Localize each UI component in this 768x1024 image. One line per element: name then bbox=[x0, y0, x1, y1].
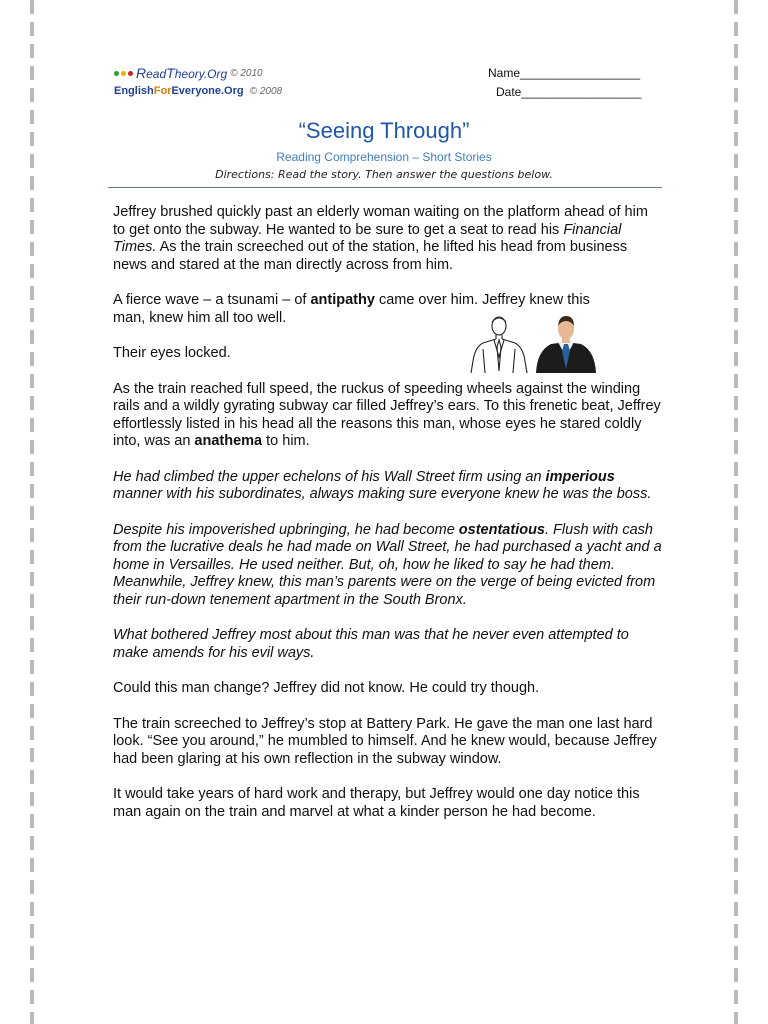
brand-header bbox=[114, 64, 282, 97]
directions-text: Directions: Read the story. Then answer the questions below. bbox=[215, 168, 553, 181]
green-dot-icon bbox=[114, 71, 119, 76]
yellow-dot-icon bbox=[121, 71, 126, 76]
readtheory-copyright: © 2010 bbox=[230, 67, 263, 79]
story-paragraph-4: As the train reached full speed, the ruckus of speeding wheels against the winding rails and a wildly gyrating subway car filled Jeffrey’s ears. To this frenetic beat, Jeffrey effortlessly listed in his head all the reasons this man, whose eyes he stared coldly into, was an anathema to him. bbox=[113, 380, 661, 449]
name-field[interactable]: Name__________________ bbox=[488, 66, 641, 80]
readtheory-logo-text: ReadTheory.Org bbox=[136, 65, 228, 81]
page-title: “Seeing Through” bbox=[298, 118, 470, 143]
header-divider bbox=[108, 187, 662, 188]
date-field[interactable]: Date__________________ bbox=[496, 85, 642, 99]
story-paragraph-7: What bothered Jeffrey most about this man was that he never even attempted to make amends for his evil ways. bbox=[113, 627, 629, 661]
story-paragraph-5: He had climbed the upper echelons of his Wall Street firm using an imperious manner with his subordinates, always making sure everyone knew he was the boss. bbox=[113, 468, 652, 502]
page-subtitle: Reading Comprehension – Short Stories bbox=[276, 150, 492, 164]
story-paragraph-2: A fierce wave – a tsunami – of antipathy came over him. Jeffrey knew this man, knew him all too well. bbox=[113, 292, 590, 326]
red-dot-icon bbox=[128, 71, 133, 76]
student-fields bbox=[488, 64, 641, 102]
story-paragraph-10: It would take years of hard work and therapy, but Jeffrey would one day notice this man again on the train and marvel at what a kinder person he had become. bbox=[113, 786, 640, 820]
story-paragraph-9: The train screeched to Jeffrey’s stop at Battery Park. He gave the man one last hard look. “See you around,” he mumbled to himself. And he knew would, because Jeffrey had been glaring at his own reflection in the subway window. bbox=[113, 715, 657, 767]
story-body bbox=[113, 204, 663, 839]
story-paragraph-1: Jeffrey brushed quickly past an elderly woman waiting on the platform ahead of him to get onto the subway. He wanted to be sure to get a seat to read his Financial Times. As the train screeched out of the station, he lifted his head from business news and stared at the man directly across from him. bbox=[113, 204, 648, 273]
traffic-dots-icon bbox=[114, 71, 133, 76]
story-paragraph-6: Despite his impoverished upbringing, he had become ostentatious. Flush with cash from the lucrative deals he had made on Wall Street, he had purchased a yacht and a home in Versailles. He used neither. But, oh, how he liked to say he had them. Meanwhile, Jeffrey knew, this man’s parents were on the verge of being evicted from their run-down tenement apartment in the South Bronx. bbox=[113, 521, 662, 608]
story-paragraph-3: Their eyes locked. bbox=[113, 345, 231, 361]
readtheory-brand bbox=[114, 64, 282, 82]
englishforeveryone-copyright: © 2008 bbox=[249, 86, 283, 97]
story-paragraph-8: Could this man change? Jeffrey did not know. He could try though. bbox=[113, 680, 540, 696]
englishforeveryone-brand: EnglishForEveryone.Org © 2008 bbox=[114, 85, 283, 97]
